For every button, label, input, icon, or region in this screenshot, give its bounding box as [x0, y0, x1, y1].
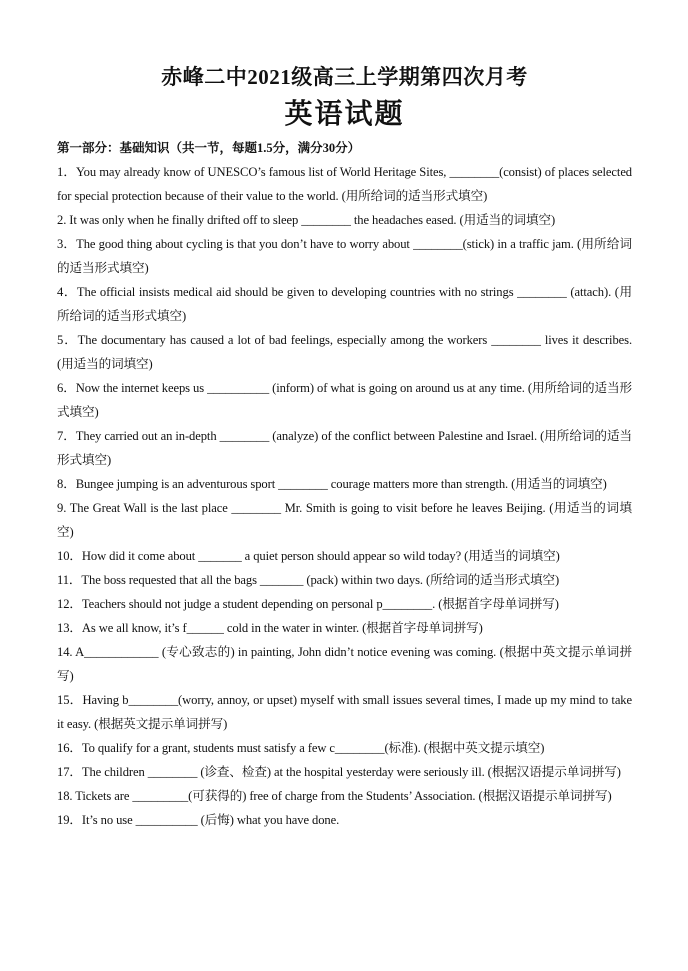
question-14: 14. A____________ (专心致志的) in painting, John didn’t notice evening was coming. (根据中英文提示单词拼写)	[57, 645, 632, 683]
question-15: 15．Having b________(worry, annoy, or upset) myself with small issues several times, I made up my mind to take it easy. (根据英文提示单词拼写)	[57, 693, 632, 731]
question-12: 12．Teachers should not judge a student depending on personal p________. (根据首字母单词拼写)	[57, 597, 559, 611]
question-7: 7．They carried out an in-depth ________ (analyze) of the conflict between Palestine and Israel. (用所给词的适当形式填空)	[57, 429, 632, 467]
question-4: 4．The official insists medical aid should be given to developing countries with no strings ________ (attach). (用所给词的适当形式填空)	[57, 285, 632, 323]
question-18: 18. Tickets are _________(可获得的) free of charge from the Students’ Association. (根据汉语提示单词拼写)	[57, 789, 612, 803]
question-16: 16．To qualify for a grant, students must satisfy a few c________(标准). (根据中英文提示填空)	[57, 741, 545, 755]
question-1: 1．You may already know of UNESCO’s famous list of World Heritage Sites, ________(consist) of places selected for special protection because of their value to the world. (用所给词的适当形式填空)	[57, 165, 632, 203]
question-17: 17．The children ________ (诊查、检查) at the hospital yesterday were seriously ill. (根据汉语提示单词拼写)	[57, 765, 621, 779]
question-11: 11．The boss requested that all the bags _______ (pack) within two days. (所给词的适当形式填空)	[57, 573, 560, 587]
question-19: 19．It’s no use __________ (后悔) what you have done.	[57, 813, 340, 827]
question-3: 3．The good thing about cycling is that you don’t have to worry about ________(stick) in a traffic jam. (用所给词的适当形式填空)	[57, 237, 632, 275]
section-heading: 第一部分：基础知识（共一节，每题1.5分，满分30分）	[57, 141, 361, 155]
question-5: 5．The documentary has caused a lot of bad feelings, especially among the workers ________ lives it describes. (用适当的词填空)	[57, 333, 632, 371]
question-13: 13．As we all know, it’s f______ cold in the water in winter. (根据首字母单词拼写)	[57, 621, 483, 635]
exam-title: 赤峰二中2021级高三上学期第四次月考	[161, 65, 528, 89]
question-2: 2. It was only when he finally drifted off to sleep ________ the headaches eased. (用适当的词填空)	[57, 213, 556, 227]
question-8: 8．Bungee jumping is an adventurous sport ________ courage matters more than strength. (用适当的词填空)	[57, 477, 607, 491]
question-10: 10．How did it come about _______ a quiet person should appear so wild today? (用适当的词填空)	[57, 549, 560, 563]
exam-subtitle: 英语试题	[284, 99, 405, 130]
question-6: 6．Now the internet keeps us __________ (inform) of what is going on around us at any time. (用所给词的适当形式填空)	[57, 381, 632, 419]
question-list	[57, 160, 632, 832]
question-9: 9. The Great Wall is the last place ________ Mr. Smith is going to visit before he leaves Beijing. (用适当的词填空)	[57, 501, 632, 539]
